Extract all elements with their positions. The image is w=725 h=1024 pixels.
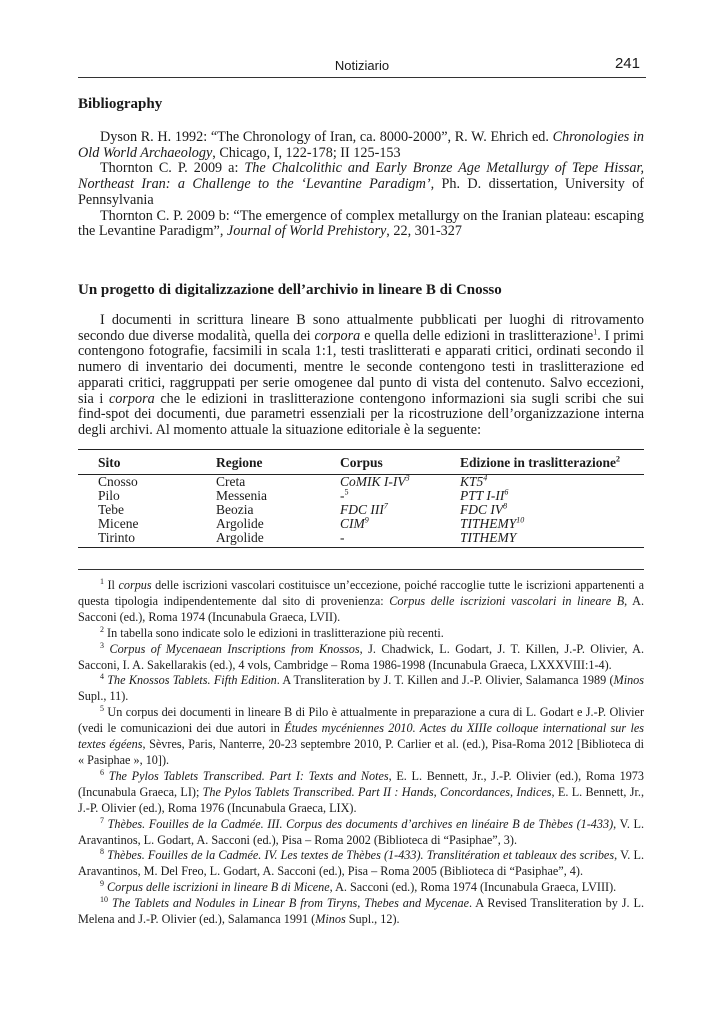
- footnote-ref: 1: [593, 326, 598, 336]
- footnote: $^6$ The Pylos Tablets Transcribed. Part I: Texts and Notes, E. L. Bennett, Jr., J.-P. Olivier (ed.), Roma 1973 (Incunabula Graeca, LI); The Pylos Tablets Transcribed. Part II : Hands, Concordances, Indices, E. L. Bennett, Jr., J.-P. Olivier (ed.), Roma 1976 (Incunabula Graeca, LIX).: [78, 767, 644, 815]
- cell-edizione: TITHEMY: [460, 531, 644, 548]
- footnote-number: 4: [100, 672, 104, 682]
- footnote-number: 5: [100, 704, 104, 714]
- cell-edizione: $KT5^4$: [460, 473, 488, 489]
- cell-sito: Tirinto: [78, 531, 216, 548]
- article-heading: Un progetto di digitalizzazione dell’archivio in lineare B di Cnosso: [78, 282, 502, 298]
- footnote: $^{10}$ The Tablets and Nodules in Linear B from Tiryns, Thebes and Mycenae. A Revised Transliteration by J. L. Melena and J.-P. Olivier (ed.), Salamanca 1991 (Minos Supl., 12).: [78, 895, 645, 927]
- table-row: [78, 531, 644, 548]
- cell-edizione: TITHEMY$^{10}$: [460, 515, 525, 531]
- footnotes: [78, 578, 644, 928]
- table-row: [78, 503, 644, 517]
- footnote-number: 3: [100, 640, 104, 650]
- cell-sito: Tebe: [98, 502, 125, 517]
- cell-corpus: FDC III$^7$: [340, 501, 388, 517]
- footnote-separator: [78, 569, 644, 570]
- cell-corpus: CIM$^9$: [340, 515, 369, 531]
- footnote-number: 7: [100, 815, 104, 825]
- cell-edizione: FDC $IV^8$: [460, 501, 508, 517]
- cell-corpus: -: [340, 531, 460, 548]
- cell-edizione: PTT $I-II^6$: [460, 487, 509, 503]
- article-paragraph: I documenti in scrittura lineare B sono attualmente pubblicati per luoghi di ritrovamento secondo due diverse modalità, quella dei corpora e quella delle edizioni in traslitterazione$^1$. I primi contengono fotografie, facsimili in scala 1:1, testi traslitterati e apparati critici, ordinati secondo il numero di inventario dei documenti, mentre le seconde contengono testi in traslitterazione ed apparati critici, raggruppati per serie omogenee dal punto di vista del contenuto. Salvo eccezioni, sia i corpora che le edizioni in traslitterazione contengono informazioni sia sugli scribi che sui find-spot dei documenti, due parametri essenziali per la ricostruzione dell’organizzazione interna degli archivi. Al momento attuale la situazione editoriale è la seguente:: [78, 312, 645, 438]
- bibliography-entry: Dyson R. H. 1992: “The Chronology of Iran, ca. 8000-2000”, R. W. Ehrich ed. Chronologies in Old World Archaeology, Chicago, I, 122-178; II 125-153: [78, 129, 644, 161]
- table-header-row: [78, 450, 644, 475]
- footnote: $^1$ Il corpus delle iscrizioni vascolari costituisce un’eccezione, poiché raccoglie tutte le iscrizioni appartenenti a questa tipologia indipendentemente dal sito di provenienza: Corpus delle iscrizioni vascolari in lineare B, A. Sacconi (ed.), Roma 1974 (Incunabula Graeca, LVII).: [78, 576, 644, 624]
- running-header: [78, 55, 646, 78]
- cell-corpus: -$^5$: [340, 487, 349, 503]
- page-number: 241: [614, 55, 640, 72]
- header-sito: Sito: [78, 450, 216, 475]
- footnote-number: 9: [100, 879, 104, 889]
- cell-sito: Micene: [98, 516, 139, 531]
- footnote: $^5$ Un corpus dei documenti in lineare B di Pilo è attualmente in preparazione a cura di L. Godart e J.-P. Olivier (vedi le comunicazioni dei due autori in Études mycéniennes 2010. Actes du XIIIe colloque international sur les textes égéens, Sèvres, Paris, Nanterre, 20-23 septembre 2010, P. Carlier et al. (ed.), Pisa-Roma 2012 [Biblioteca di « Pasiphae », 10]).: [78, 704, 645, 767]
- header-edizione: Edizione in traslitterazione$^2$: [460, 450, 644, 475]
- footnote-number: 10: [100, 895, 108, 905]
- cell-regione: Messenia: [216, 488, 267, 503]
- bibliography-list: [78, 130, 644, 240]
- footnote-number: 1: [100, 576, 104, 586]
- cell-sito: Cnosso: [98, 474, 138, 489]
- footnote: $^2$ In tabella sono indicate solo le edizioni in traslitterazione più recenti.: [100, 624, 444, 640]
- footnote: $^3$ Corpus of Mycenaean Inscriptions from Knossos, J. Chadwick, L. Godart, J. T. Killen, J.-P. Olivier, A. Sacconi, I. A. Sakellarakis (ed.), 4 vols, Cambridge – Roma 1986-1998 (Incunabula Graeca, LXXXVIII:1-4).: [78, 640, 645, 672]
- cell-corpus: CoMIK $I-IV^3$: [340, 473, 410, 489]
- footnote-number: 6: [100, 767, 104, 777]
- footnote-number: 2: [100, 624, 104, 634]
- cell-sito: Pilo: [98, 488, 120, 503]
- header-regione: Regione: [216, 450, 340, 475]
- running-title: Notiziario: [334, 58, 390, 73]
- footnote: $^7$ Thèbes. Fouilles de la Cadmée. III. Corpus des documents d’archives en linéaire B de Thèbes (1-433), V. L. Aravantinos, L. Godart, A. Sacconi (ed.), Pisa – Roma 2002 (Biblioteca di “Pasiphae”, 3).: [78, 815, 645, 847]
- cell-regione: Argolide: [216, 516, 264, 531]
- bibliography-heading: Bibliography: [78, 96, 163, 112]
- cell-regione: Beozia: [216, 502, 254, 517]
- article-body: [78, 313, 644, 439]
- cell-regione: Creta: [216, 474, 246, 489]
- footnote: $^9$ Corpus delle iscrizioni in lineare B di Micene, A. Sacconi (ed.), Roma 1974 (Incunabula Graeca, LVIII).: [100, 879, 617, 895]
- footnote: $^4$ The Knossos Tablets. Fifth Edition. A Transliteration by J. T. Killen and J.-P. Olivier, Salamanca 1989 (Minos Supl., 11).: [78, 672, 645, 704]
- table-row: [78, 517, 644, 531]
- table-row: [78, 475, 644, 490]
- footnote: $^8$ Thèbes. Fouilles de la Cadmée. IV. Les textes de Thèbes (1-433). Translitération et tableaux des scribes, V. L. Aravantinos, M. Del Freo, L. Godart, A. Sacconi (ed.), Pisa – Roma 2005 (Biblioteca di “Pasiphae”, 4).: [78, 847, 644, 879]
- editions-table: [78, 449, 644, 548]
- cell-regione: Argolide: [216, 531, 340, 548]
- header-corpus: Corpus: [340, 450, 460, 475]
- footnote-number: 8: [100, 847, 104, 857]
- bibliography-entry: Thornton C. P. 2009 a: The Chalcolithic and Early Bronze Age Metallurgy of Tepe Hissar, Northeast Iran: a Challenge to the ‘Levantine Paradigm’, Ph. D. dissertation, University of Pennsylvania: [78, 160, 644, 208]
- bibliography-entry: Thornton C. P. 2009 b: “The emergence of complex metallurgy on the Iranian plateau: escaping the Levantine Paradigm”, Journal of World Prehistory, 22, 301-327: [78, 207, 644, 240]
- table-row: [78, 489, 644, 503]
